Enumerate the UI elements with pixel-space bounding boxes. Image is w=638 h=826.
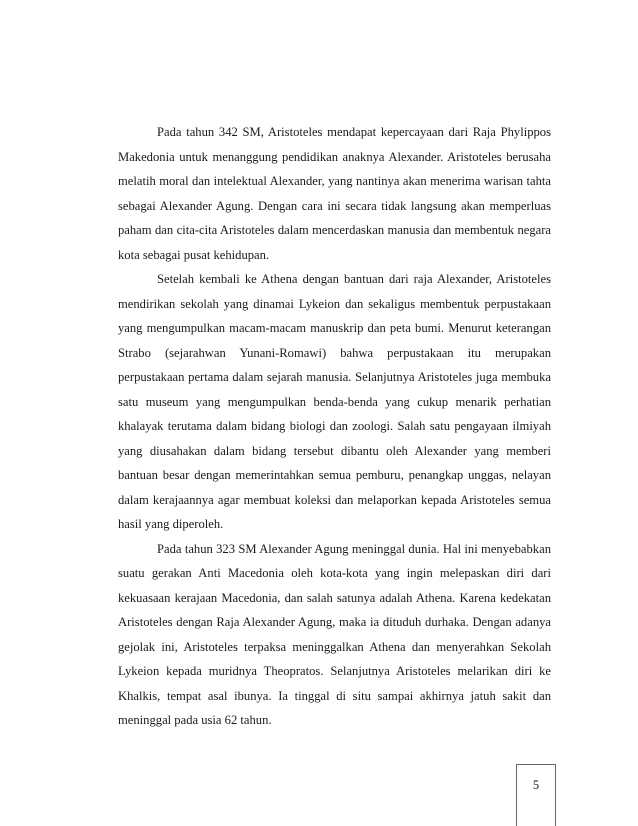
page-number-box: [516, 764, 556, 826]
page-number: 5: [532, 778, 540, 792]
paragraph-aristotle-tutor: Pada tahun 342 SM, Aristoteles mendapat kepercayaan dari Raja Phylippos Makedonia untuk menanggung pendidikan anaknya Alexander. Aristoteles berusaha melatih moral dan intelektual Alexander, yang nantinya akan menerima warisan tahta sebagai Alexander Agung. Dengan cara ini secara tidak langsung akan memperluas paham dan cita-cita Aristoteles dalam mencerdaskan manusia dan membentuk negara kota sebagai pusat kehidupan.: [118, 125, 551, 262]
paragraph-lykeion-founding: Setelah kembali ke Athena dengan bantuan dari raja Alexander, Aristoteles mendirikan sekolah yang dinamai Lykeion dan sekaligus membentuk perpustakaan yang mengumpulkan macam-macam manuskrip dan peta bumi. Menurut keterangan Strabo (sejarahwan Yunani-Romawi) bahwa perpustakaan itu merupakan perpustakaan pertama dalam sejarah manusia. Selanjutnya Aristoteles juga membuka satu museum yang mengumpulkan benda-benda yang cukup menarik perhatian khalayak terutama dalam bidang biologi dan zoologi. Salah satu pengayaan ilmiyah yang diusahakan dalam bidang tersebut dibantu oleh Alexander yang memberi bantuan besar dengan memerintahkan semua pemburu, penangkap unggas, nelayan dalam kerajaannya agar membuat koleksi dan melaporkan kepada Aristoteles semua hasil yang diperoleh.: [118, 272, 551, 531]
paragraph-exile-and-death: Pada tahun 323 SM Alexander Agung meninggal dunia. Hal ini menyebabkan suatu gerakan Anti Macedonia oleh kota-kota yang ingin melepaskan diri dari kekuasaan kerajaan Macedonia, dan salah satunya adalah Athena. Karena kedekatan Aristoteles dengan Raja Alexander Agung, maka ia dituduh durhaka. Dengan adanya gejolak ini, Aristoteles terpaksa meninggalkan Athena dan menyerahkan Sekolah Lykeion kepada muridnya Theopratos. Selanjutnya Aristoteles melarikan diri ke Khalkis, tempat asal ibunya. Ia tinggal di situ sampai akhirnya jatuh sakit dan meninggal pada usia 62 tahun.: [118, 541, 551, 727]
body-text: [118, 120, 551, 733]
